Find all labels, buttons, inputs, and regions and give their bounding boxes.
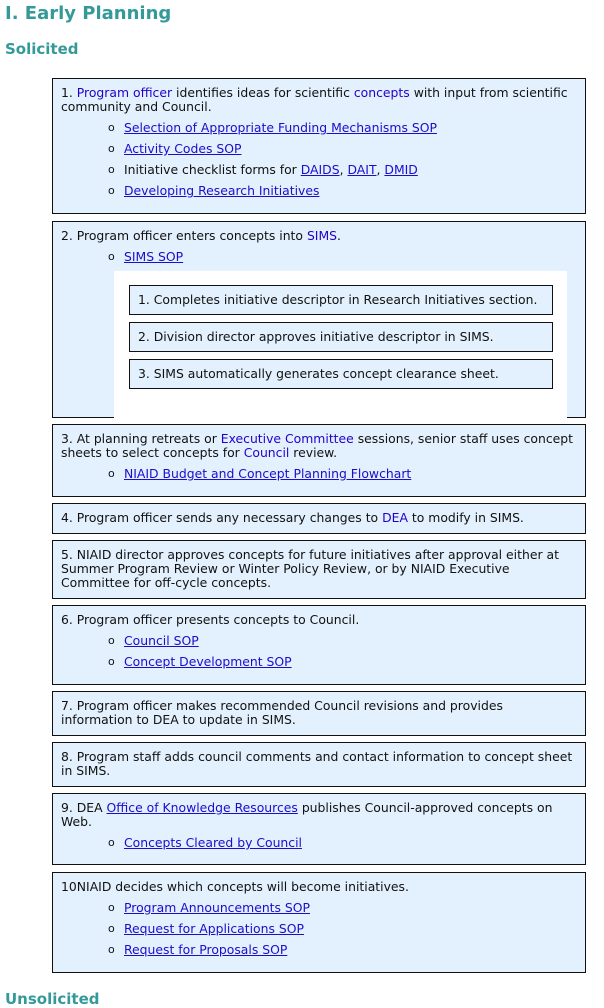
step-text: 9. DEA [61, 800, 107, 815]
step-text: publishes Council-approved concepts on Web. [61, 800, 553, 829]
link-developing-research-initiatives[interactable]: Developing Research Initiatives [124, 183, 320, 198]
sims-substeps-panel [114, 271, 567, 418]
step-text: identifies ideas for scientific [172, 85, 354, 100]
step-9 [52, 793, 586, 865]
section-heading-unsolicited: Unsolicited [5, 990, 100, 1008]
step-text: 2. Program officer enters concepts into [61, 228, 307, 243]
link-budget-flowchart[interactable]: NIAID Budget and Concept Planning Flowchart [124, 466, 412, 481]
link-office-knowledge-resources[interactable]: Office of Knowledge Resources [106, 800, 298, 815]
step-text: 6. Program officer presents concepts to Council. [61, 612, 360, 627]
list-item [108, 142, 577, 163]
bullet-icon: o [108, 901, 115, 914]
bullet-icon: o [108, 922, 115, 935]
separator: , [376, 162, 385, 177]
link-rfa-sop[interactable]: Request for Applications SOP [124, 921, 304, 936]
list-item [108, 634, 577, 655]
substep-2: 2. Division director approves initiative descriptor in SIMS. [129, 322, 553, 352]
term-executive-committee[interactable]: Executive Committee [220, 431, 354, 446]
step-text: 3. At planning retreats or [61, 431, 221, 446]
link-dmid[interactable]: DMID [384, 162, 418, 177]
step-1 [52, 78, 586, 214]
link-dait[interactable]: DAIT [347, 162, 377, 177]
step-text: 1. [61, 85, 77, 100]
link-program-announcements-sop[interactable]: Program Announcements SOP [124, 900, 311, 915]
list-item [108, 943, 577, 964]
link-funding-mechanisms-sop[interactable]: Selection of Appropriate Funding Mechanisms SOP [124, 120, 437, 135]
link-concept-development-sop[interactable]: Concept Development SOP [124, 654, 292, 669]
link-council-sop[interactable]: Council SOP [124, 633, 199, 648]
list-item [108, 250, 577, 271]
step-text: 7. Program officer makes recommended Council revisions and provides information to DEA to update in SIMS. [61, 698, 503, 727]
bullet-icon: o [108, 184, 115, 197]
bullet-icon: o [108, 142, 115, 155]
bullet-icon: o [108, 163, 115, 176]
link-activity-codes-sop[interactable]: Activity Codes SOP [124, 141, 242, 156]
link-sims-sop[interactable]: SIMS SOP [124, 249, 184, 264]
list-item [108, 922, 577, 943]
link-rfp-sop[interactable]: Request for Proposals SOP [124, 942, 288, 957]
list-item [108, 467, 577, 488]
bullet-icon: o [108, 634, 115, 647]
substep-3: 3. SIMS automatically generates concept clearance sheet. [129, 359, 553, 389]
bullet-icon: o [108, 836, 115, 849]
step-4 [52, 503, 586, 534]
list-item [108, 655, 577, 676]
step-text: with input from scientific community and Council. [61, 85, 568, 114]
bullet-icon: o [108, 943, 115, 956]
step-text: sessions, senior staff uses concept sheets to select concepts for [61, 431, 574, 460]
step-6 [52, 605, 586, 685]
step-text: to modify in SIMS. [407, 510, 524, 525]
step-text: review. [289, 445, 338, 460]
list-item [108, 163, 577, 184]
link-daids[interactable]: DAIDS [300, 162, 340, 177]
list-item [108, 184, 577, 205]
link-concepts-cleared[interactable]: Concepts Cleared by Council [124, 835, 302, 850]
bullet-icon: o [108, 655, 115, 668]
separator: , [339, 162, 348, 177]
step-7 [52, 691, 586, 736]
step-2 [52, 221, 586, 418]
step-text: 8. Program staff adds council comments and contact information to concept sheet in SIMS. [61, 749, 573, 778]
step-5 [52, 540, 586, 599]
page-title: I. Early Planning [5, 3, 172, 24]
term-sims[interactable]: SIMS [306, 228, 338, 243]
list-item [108, 901, 577, 922]
substep-1: 1. Completes initiative descriptor in Research Initiatives section. [129, 285, 553, 315]
step-3 [52, 424, 586, 497]
checklist-text: Initiative checklist forms for [124, 162, 301, 177]
step-text: 10NIAID decides which concepts will become initiatives. [61, 879, 409, 894]
bullet-icon: o [108, 121, 115, 134]
term-program-officer[interactable]: Program officer [76, 85, 173, 100]
step-8 [52, 742, 586, 787]
term-council[interactable]: Council [243, 445, 290, 460]
term-dea[interactable]: DEA [382, 510, 408, 525]
bullet-icon: o [108, 467, 115, 480]
step-text: . [337, 228, 341, 243]
step-text: 5. NIAID director approves concepts for future initiatives after approval either at Summer Program Review or Winter Policy Review, or by NIAID Executive Committee for off-cycle concepts. [61, 547, 559, 590]
section-heading-solicited: Solicited [5, 40, 79, 58]
step-10 [52, 872, 586, 973]
step-text: 4. Program officer sends any necessary changes to [61, 510, 383, 525]
list-item [108, 836, 577, 857]
bullet-icon: o [108, 250, 115, 263]
term-concepts[interactable]: concepts [353, 85, 410, 100]
list-item [108, 121, 577, 142]
